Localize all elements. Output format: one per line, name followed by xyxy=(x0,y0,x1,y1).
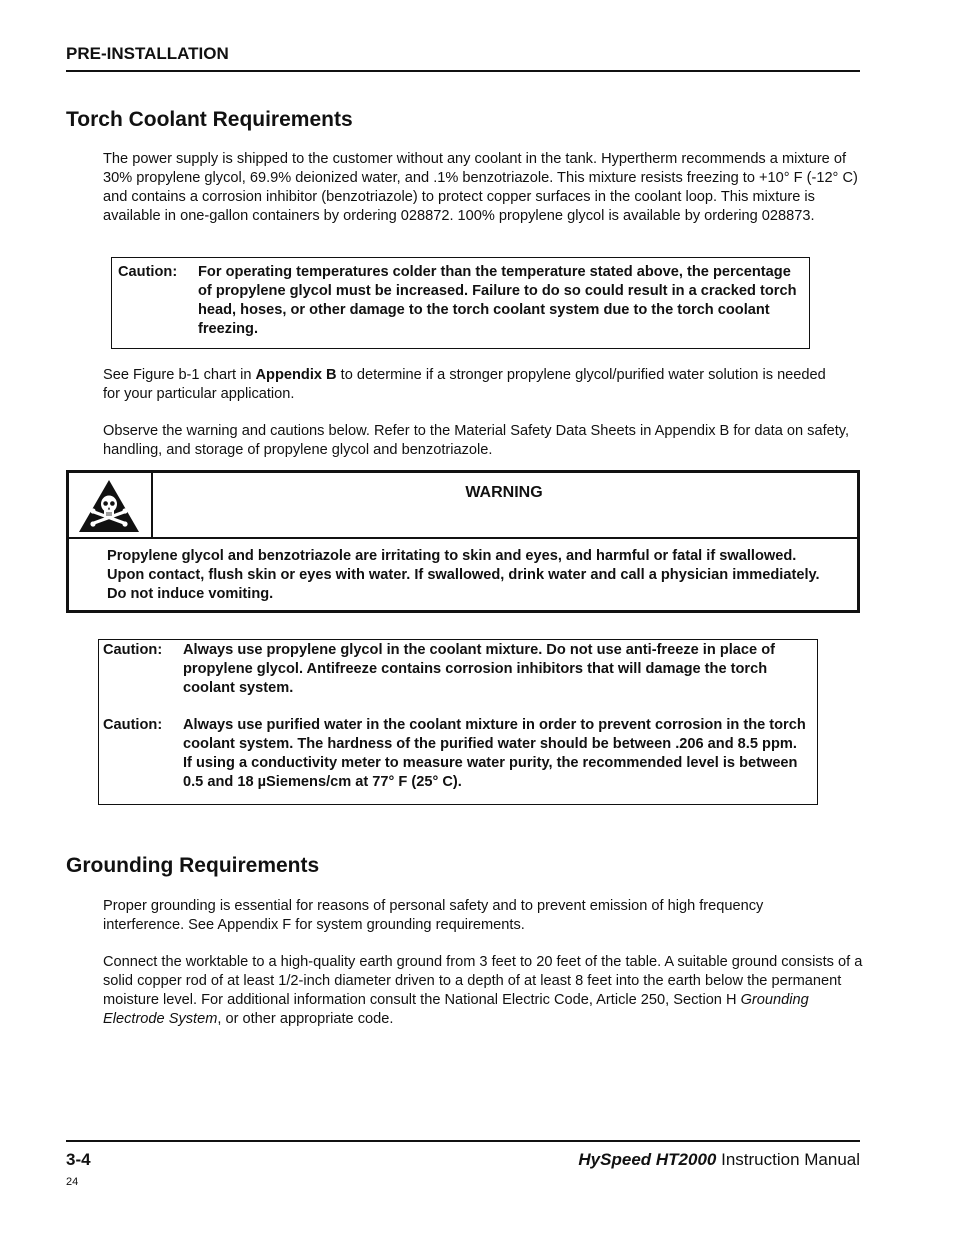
warning-box xyxy=(66,470,860,613)
coolant-title: Torch Coolant Requirements xyxy=(66,108,353,131)
manual-label: Instruction Manual xyxy=(721,1150,860,1169)
caution-text: Always use purified water in the coolant mixture in order to prevent corrosion in the torch coolant system. The hardness of the purified water should be between .206 and 8.5 ppm. If using a conductivity meter to measure water purity, the recommended level is between 0.5 and 18 µSiemens/cm at 77° F (25° C). xyxy=(183,717,806,790)
caution-text: Always use propylene glycol in the coolant mixture. Do not use anti-freeze in place of propylene glycol. Antifreeze contains corrosion inhibitors that will damage the torch coolant system. xyxy=(183,642,775,696)
caution-label: Caution: xyxy=(118,264,178,280)
header-rule xyxy=(66,70,860,72)
caution-label: Caution: xyxy=(103,642,163,658)
warning-text: Propylene glycol and benzotriazole are irritating to skin and eyes, and harmful or fatal if swallowed. Upon contact, flush skin or eyes with water. If swallowed, drink water and call a physician immediately. Do not induce vomiting. xyxy=(107,548,820,602)
grounding-paragraph-1: Proper grounding is essential for reasons of personal safety and to prevent emission of high frequency interference. See Appendix F for system grounding requirements. xyxy=(103,898,764,933)
page-number: 3-4 xyxy=(66,1150,91,1169)
coolant-paragraph-1: The power supply is shipped to the customer without any coolant in the tank. Hypertherm recommends a mixture of 30% propylene glycol, 69.9% deionized water, and .1% benzotriazole. This mixture resists freezing to +10° F (-12° C) and contains a corrosion inhibitor (benzotriazole) to protect copper surfaces in the coolant loop. This mixture is available in one-gallon containers by ordering 028872. 100% propylene glycol is available by ordering 028873. xyxy=(103,151,858,224)
coolant-paragraph-2 xyxy=(103,366,843,404)
appendix-b-ref: Appendix B xyxy=(255,367,337,383)
warning-divider xyxy=(69,537,857,539)
warning-title: WARNING xyxy=(465,484,543,501)
footer-rule xyxy=(66,1140,860,1142)
caution-box-2 xyxy=(98,639,818,805)
manual-title xyxy=(578,1150,860,1170)
skull-crossbones-icon xyxy=(77,478,141,534)
print-page-number: 24 xyxy=(66,1176,79,1188)
section-header: PRE-INSTALLATION xyxy=(66,44,229,63)
warning-icon-cell xyxy=(69,473,153,537)
caution-label: Caution: xyxy=(103,717,163,733)
caution-text: For operating temperatures colder than the temperature stated above, the percentage of propylene glycol must be increased. Failure to do so could result in a cracked torch head, hoses, or other damage to the torch coolant system due to the torch coolant freezing. xyxy=(198,264,797,337)
caution-box-1 xyxy=(111,257,810,349)
para2-text-start: See Figure b-1 chart in xyxy=(103,367,256,383)
coolant-paragraph-3: Observe the warning and cautions below. Refer to the Material Safety Data Sheets in Appendix B for data on safety, handling, and storage of propylene glycol and benzotriazole. xyxy=(103,423,850,458)
grounding-paragraph-2 xyxy=(103,953,863,1029)
grounding-title: Grounding Requirements xyxy=(66,854,320,877)
grounding-text-end: , or other appropriate code. xyxy=(217,1011,394,1027)
grounding-electrode-ref: Grounding Electrode System xyxy=(103,992,809,1027)
brand-name: HySpeed HT2000 xyxy=(578,1150,717,1169)
grounding-text-start: Connect the worktable to a high-quality earth ground from 3 feet to 20 feet of the table. A suitable ground consists of a solid copper rod of at least 1/2-inch diameter driven to a depth of at least 8 feet into the earth below the permanent moisture level. For additional information consult the National Electric Code, Article 250, Section H xyxy=(103,954,863,1008)
para2-text-end: to determine if a stronger propylene glycol/purified water solution is needed for your particular application. xyxy=(103,367,826,402)
